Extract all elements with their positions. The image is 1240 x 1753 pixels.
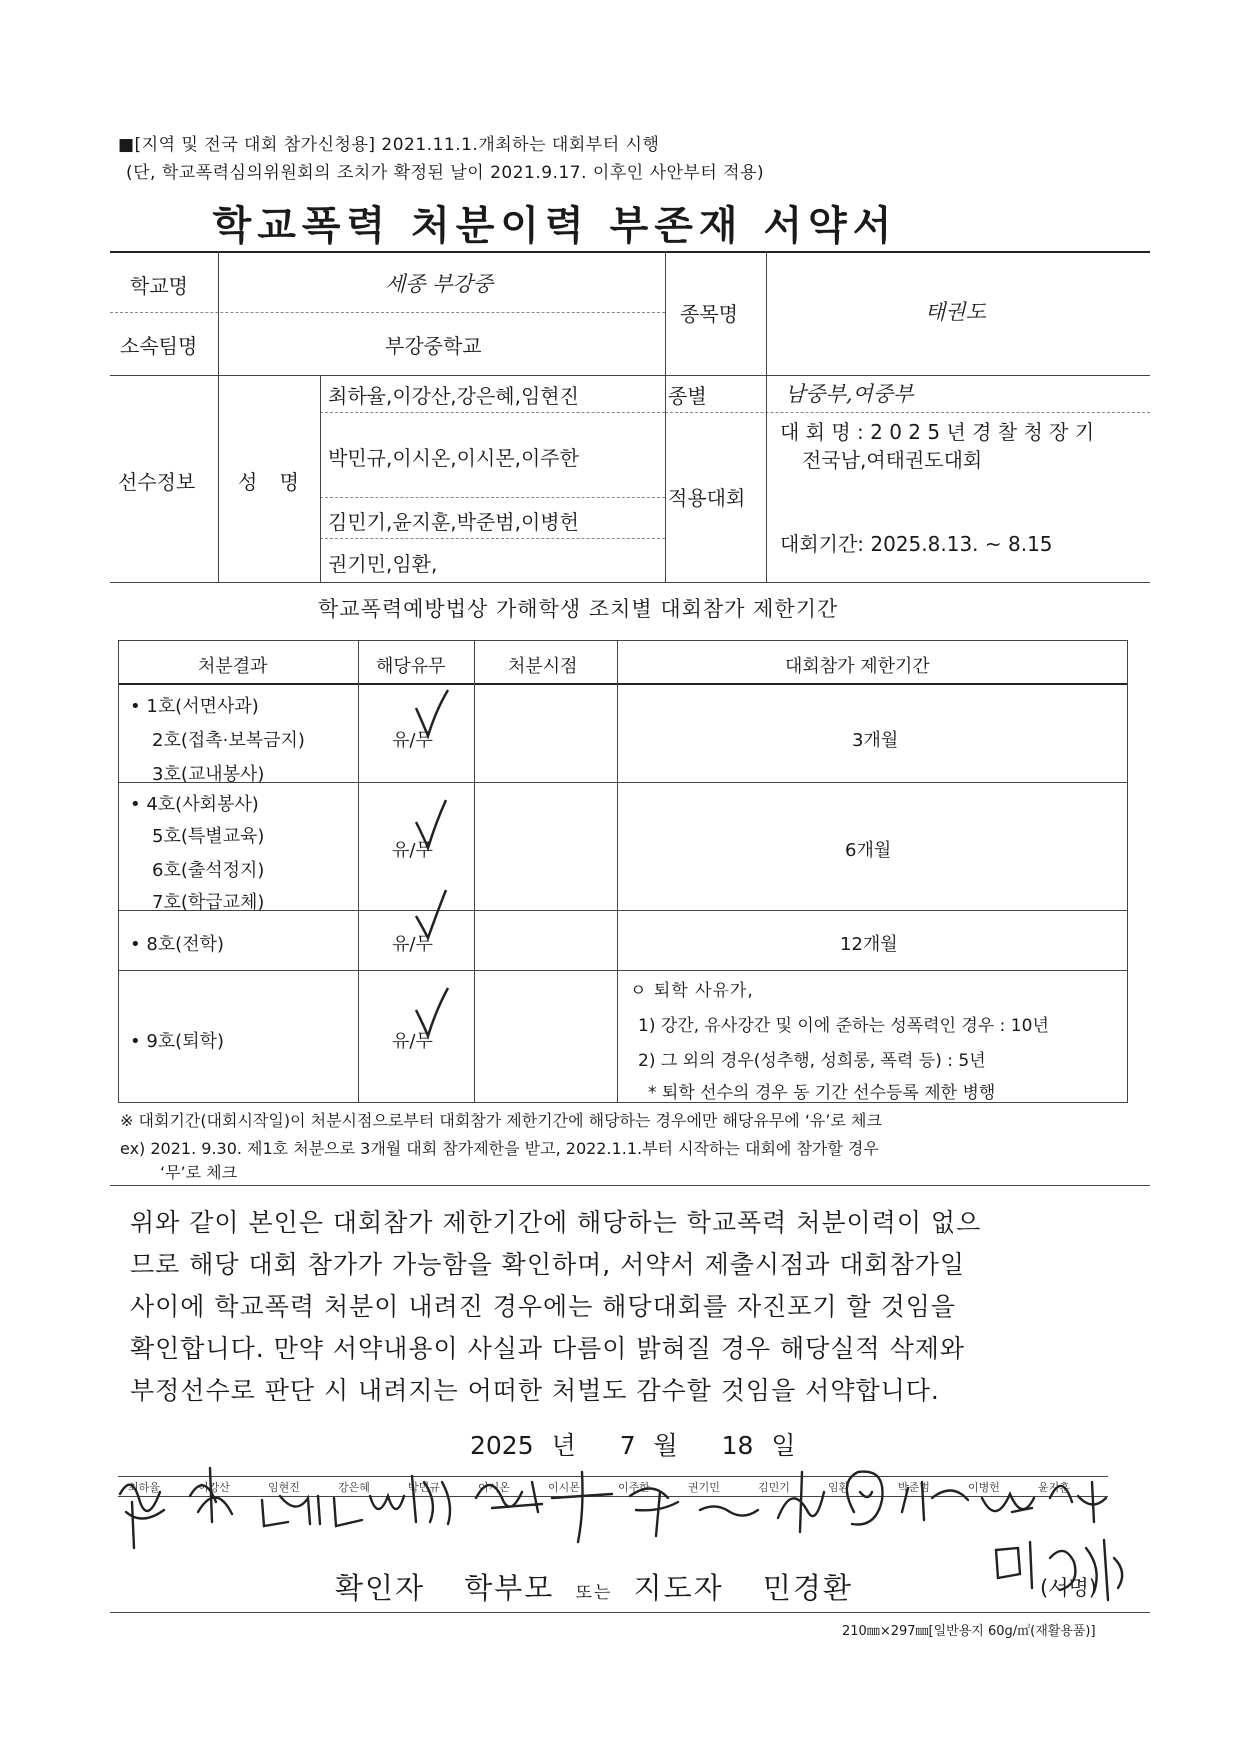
paper-spec-footer: 210㎜×297㎜[일반용지 60g/㎡(재활용품)] <box>842 1624 1096 1639</box>
names-row-2: 박민규,이시온,이시몬,이주한 <box>328 446 579 470</box>
team-label: 소속팀명 <box>120 334 198 358</box>
result-6: 6호(출석정지) <box>152 860 265 881</box>
notice-line-1: ■[지역 및 전국 대회 참가신청용] 2021.11.1.개최하는 대회부터 시행 <box>118 135 660 155</box>
restriction-row-line <box>118 910 1128 911</box>
pledge-line-5: 부정선수로 판단 시 내려지는 어떠한 처벌도 감수할 것임을 서약합니다. <box>130 1376 940 1405</box>
confirm-or: 또는 <box>575 1583 613 1603</box>
period-row-4-line-4: * 퇴학 선수의 경우 동 기간 선수등록 제한 병행 <box>648 1083 996 1103</box>
signer-name: 권기민 <box>688 1481 720 1494</box>
period-row-2: 6개월 <box>845 840 892 861</box>
restriction-row-line <box>118 782 1128 783</box>
event-label: 적용대회 <box>668 486 746 510</box>
date-month-unit: 월 <box>653 1431 678 1460</box>
student-signatures <box>112 1452 1122 1562</box>
header-period: 대회참가 제한기간 <box>785 656 930 677</box>
school-label: 학교명 <box>130 274 188 298</box>
names-row-3: 김민기,윤지훈,박준범,이병헌 <box>328 510 579 534</box>
confirm-divider <box>110 1612 1150 1613</box>
team-value: 부강중학교 <box>385 334 482 358</box>
document-title: 학교폭력 처분이력 부존재 서약서 <box>212 203 898 249</box>
school-value: 세종 부강중 <box>385 272 494 296</box>
event-name-line-2: 전국남,여태권도대회 <box>802 448 983 472</box>
signer-name: 최하율 <box>128 1481 160 1494</box>
restriction-table-top <box>118 640 1128 641</box>
checkmark-icon <box>412 986 452 1042</box>
name-label: 성 명 <box>238 470 307 494</box>
pledge-paragraph <box>130 1202 1140 1412</box>
pledge-line-4: 확인합니다. 만약 서약내용이 사실과 다름이 밝혀질 경우 해당실적 삭제와 <box>130 1334 966 1363</box>
period-row-1: 3개월 <box>852 730 899 751</box>
player-info-label: 선수정보 <box>118 470 196 494</box>
info-divider <box>110 312 665 313</box>
note-divider <box>110 1185 1150 1186</box>
restriction-row-line <box>118 970 1128 971</box>
status-row-2: 유/무 <box>392 840 433 861</box>
result-1: • 1호(서면사과) <box>130 696 259 717</box>
checkmark-icon <box>412 686 452 742</box>
pledge-line-3: 사이에 학교폭력 처분이 내려진 경우에는 해당대회를 자진포기 할 것임을 <box>130 1292 957 1321</box>
restriction-col-line <box>358 640 359 1102</box>
restriction-col-line <box>1127 640 1128 1102</box>
result-8: • 8호(전학) <box>130 934 224 955</box>
date-year-unit: 년 <box>551 1431 576 1460</box>
signer-name: 이시온 <box>478 1481 510 1494</box>
period-row-4-line-2: 1) 강간, 유사강간 및 이에 준하는 성폭력인 경우 : 10년 <box>638 1016 1049 1036</box>
names-row-4: 권기민,임환, <box>328 552 438 576</box>
event-period: 대회기간: 2025.8.13. ~ 8.15 <box>780 532 1053 556</box>
sport-value: 태권도 <box>925 300 986 324</box>
restriction-col-line <box>474 640 475 1102</box>
header-result: 처분결과 <box>198 656 268 677</box>
confirm-line <box>335 1566 853 1607</box>
info-col-line <box>320 375 321 582</box>
confirm-sign-label: (서명) <box>1040 1576 1097 1600</box>
info-col-line <box>665 251 666 582</box>
status-row-1: 유/무 <box>392 730 433 751</box>
restriction-heading: 학교폭력예방법상 가해학생 조치별 대회참가 제한기간 <box>318 597 839 621</box>
signer-name: 임환 <box>828 1481 850 1494</box>
notice-line-2: (단, 학교폭력심의위원회의 조치가 확정된 날이 2021.9.17. 이후인 사안부터 적용) <box>126 163 765 183</box>
names-divider <box>320 412 665 413</box>
signer-name: 강은혜 <box>338 1481 370 1494</box>
signer-name: 이시몬 <box>548 1481 580 1494</box>
note-line: ※ 대회기간(대회시작일)이 처분시점으로부터 대회참가 제한기간에 해당하는 경우에만 해당유무에 ‘유’로 체크 <box>120 1111 882 1130</box>
names-divider <box>320 497 665 498</box>
sport-label: 종목명 <box>680 302 738 326</box>
restriction-col-line <box>118 640 119 1102</box>
header-status: 해당유무 <box>376 656 446 677</box>
names-divider <box>320 538 665 539</box>
example-line-2: ‘무’로 체크 <box>160 1163 238 1182</box>
period-row-4-line-1: ㅇ 퇴학 사유가, <box>630 981 754 1001</box>
date-year: 2025 <box>470 1431 534 1460</box>
period-row-4-line-3: 2) 그 외의 경우(성추행, 성희롱, 폭력 등) : 5년 <box>638 1051 986 1071</box>
info-divider <box>110 375 1150 376</box>
confirm-prefix: 확인자 <box>335 1571 426 1605</box>
header-time: 처분시점 <box>508 656 578 677</box>
restriction-header-bottom <box>118 683 1128 685</box>
result-7: 7호(학급교체) <box>152 892 265 913</box>
signer-name: 이병헌 <box>968 1481 1000 1494</box>
date-day: 18 <box>721 1431 754 1460</box>
signer-name: 이강산 <box>198 1481 230 1494</box>
info-col-line <box>766 251 767 582</box>
signer-name: 임현진 <box>268 1481 300 1494</box>
date-day-unit: 일 <box>771 1431 796 1460</box>
result-2: 2호(접촉·보복금지) <box>152 730 305 751</box>
checkmark-icon <box>412 886 452 942</box>
names-row-1: 최하율,이강산,강은혜,임현진 <box>328 384 579 408</box>
coach-signature <box>990 1528 1140 1618</box>
info-table-top <box>110 251 1150 253</box>
division-value: 남중부,여중부 <box>785 382 914 406</box>
result-4: • 4호(사회봉사) <box>130 794 259 815</box>
confirm-role-coach: 지도자 <box>633 1571 724 1605</box>
status-row-4: 유/무 <box>392 1031 433 1052</box>
event-name-line-1: 대 회 명 : 2 0 2 5 년 경 찰 청 장 기 <box>780 420 1095 444</box>
signer-name: 박준범 <box>898 1481 930 1494</box>
info-col-line <box>218 251 219 582</box>
checkmark-icon <box>412 798 452 854</box>
pledge-line-2: 므로 해당 대회 참가가 가능함을 확인하며, 서약서 제출시점과 대회참가일 <box>130 1250 966 1279</box>
info-table-bottom <box>110 582 1150 583</box>
signer-name: 윤지훈 <box>1038 1481 1070 1494</box>
period-row-3: 12개월 <box>840 934 898 955</box>
date-month: 7 <box>619 1431 636 1460</box>
result-9: • 9호(퇴학) <box>130 1031 224 1052</box>
confirm-role-parent: 학부모 <box>464 1571 555 1605</box>
example-line-1: ex) 2021. 9.30. 제1호 처분으로 3개월 대회 참가제한을 받고, 2022.1.1.부터 시작하는 대회에 참가할 경우 <box>120 1139 879 1158</box>
status-row-3: 유/무 <box>392 934 433 955</box>
division-label: 종별 <box>668 384 707 408</box>
pledge-line-1: 위와 같이 본인은 대회참가 제한기간에 해당하는 학교폭력 처분이력이 없으 <box>130 1208 982 1237</box>
result-3: 3호(교내봉사) <box>152 764 265 785</box>
signer-name: 이주한 <box>618 1481 650 1494</box>
restriction-col-line <box>617 640 618 1102</box>
confirm-name: 민경환 <box>762 1571 853 1605</box>
signer-name: 김민기 <box>758 1481 790 1494</box>
signer-name: 박민규 <box>408 1481 440 1494</box>
result-5: 5호(특별교육) <box>152 826 265 847</box>
division-divider <box>665 412 1150 413</box>
